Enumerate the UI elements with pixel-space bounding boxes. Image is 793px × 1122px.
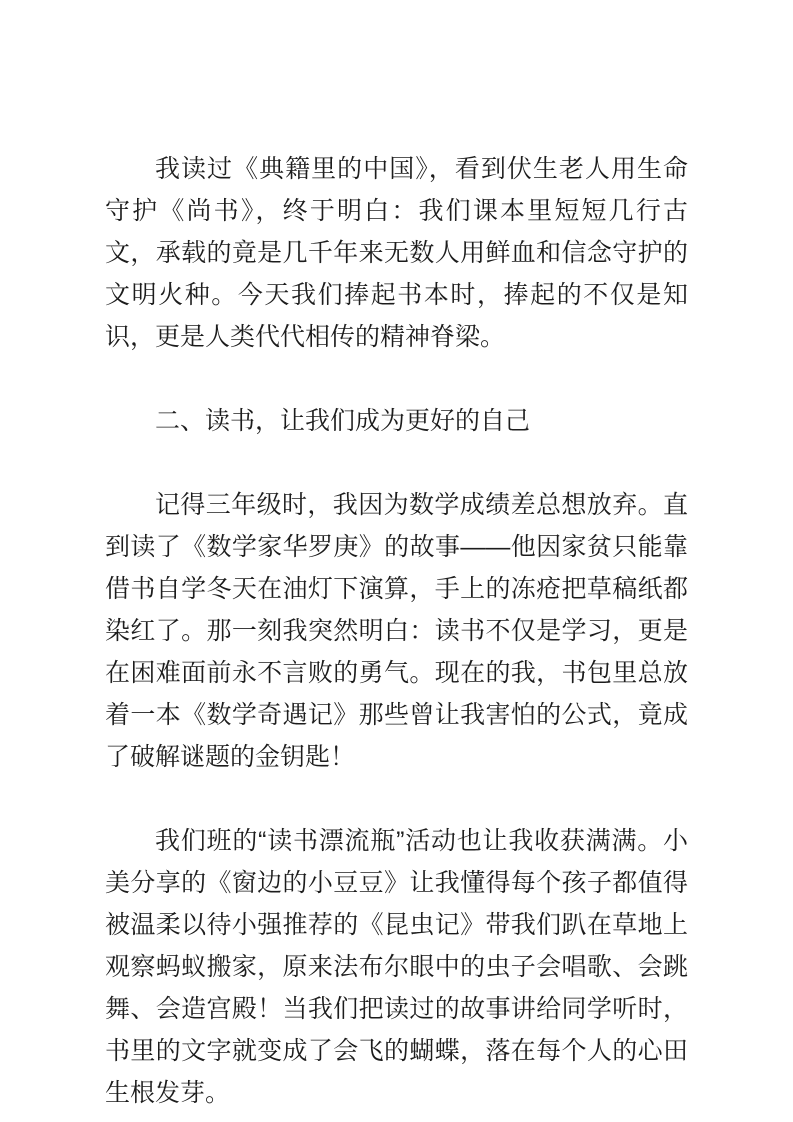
paragraph-hualuogeng: 记得三年级时，我因为数学成绩差总想放弃。直到读了《数学家华罗庚》的故事——他因家贫只能靠借书自学冬天在油灯下演算，手上的冻疮把草稿纸都染红了。那一刻我突然明白：读书不仅是学习，更是在困难面前永不言败的勇气。现在的我，书包里总放着一本《数学奇遇记》那些曾让我害怕的公式，竟成了破解谜题的金钥匙！: [105, 491, 688, 771]
section-heading-dushu: 二、读书，让我们成为更好的自己: [155, 407, 531, 435]
paragraph-dianji-zhongguo: 我读过《典籍里的中国》，看到伏生老人用生命守护《尚书》，终于明白：我们课本里短短几行古文，承载的竟是几千年来无数人用鲜血和信念守护的文明火种。今天我们捧起书本时，捧起的不仅是知识，更是人类代代相传的精神脊梁。: [105, 155, 688, 351]
paragraph-dushu-piaoliuping: 我们班的“读书漂流瓶”活动也让我收获满满。小美分享的《窗边的小豆豆》让我懂得每个孩子都值得被温柔以待小强推荐的《昆虫记》带我们趴在草地上观察蚂蚁搬家，原来法布尔眼中的虫子会唱歌、会跳舞、会造宫殿！当我们把读过的故事讲给同学听时，书里的文字就变成了会飞的蝴蝶，落在每个人的心田生根发芽。: [105, 827, 688, 1107]
